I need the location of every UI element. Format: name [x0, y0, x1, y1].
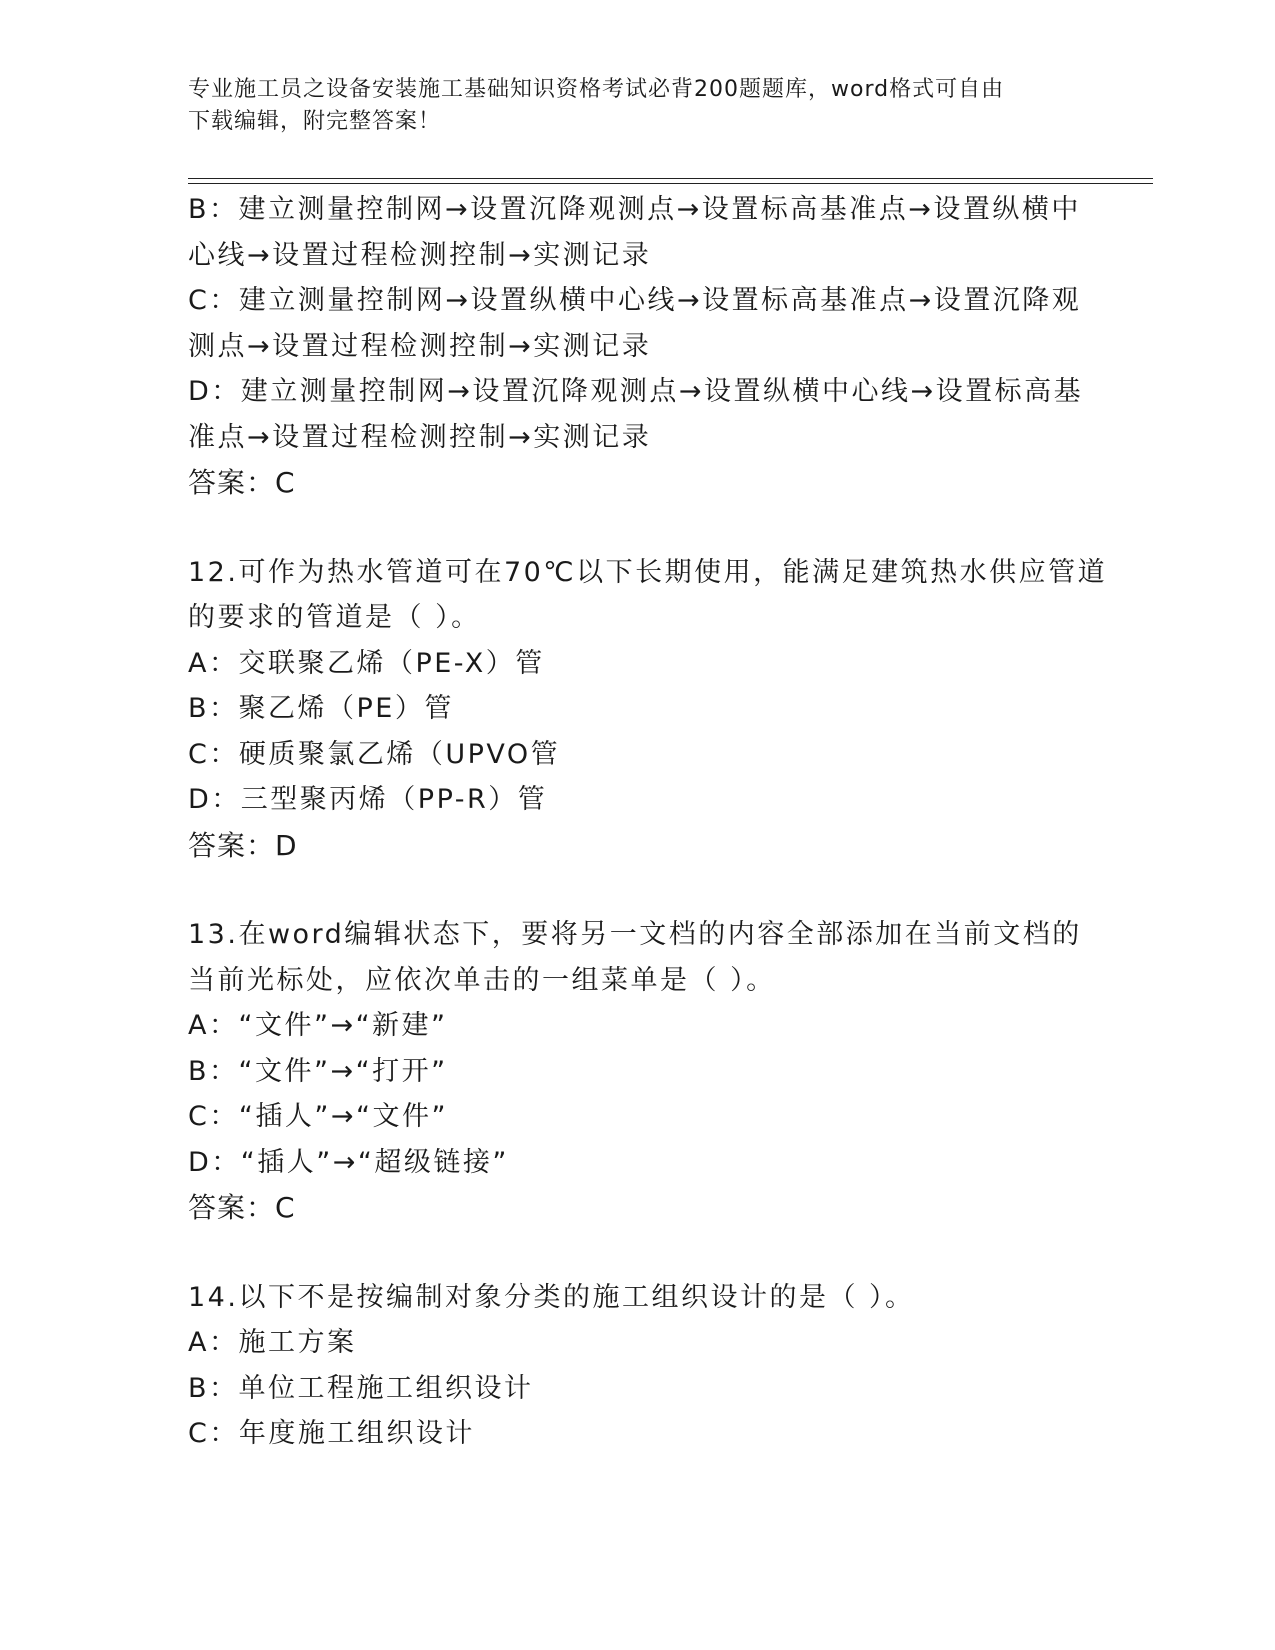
question-14 [188, 1275, 1088, 1457]
question-stem: 的要求的管道是（ ）。 [188, 602, 481, 633]
option-b: B：单位工程施工组织设计 [188, 1372, 534, 1404]
answer-line: 答案：D [188, 828, 298, 862]
option-line: C：建立测量控制网→设置纵横中心线→设置标高基准点→设置沉降观 [188, 285, 1082, 316]
option-d: D：“插人”→“超级链接” [188, 1146, 509, 1178]
option-a: A：交联聚乙烯（PE-X）管 [188, 647, 545, 679]
option-a: A：施工方案 [188, 1327, 357, 1358]
question-stem: 14.以下不是按编制对象分类的施工组织设计的是（ ）。 [188, 1281, 915, 1313]
answer-line: 答案：C [188, 1191, 296, 1224]
option-line: B：建立测量控制网→设置沉降观测点→设置标高基准点→设置纵横中 [188, 194, 1081, 225]
spacer [188, 1231, 1088, 1275]
answer-line: 答案：C [188, 466, 296, 499]
option-c: C：“插人”→“文件” [188, 1101, 448, 1132]
header-line-2: 下载编辑，附完整答案！ [188, 109, 442, 134]
document-body [188, 187, 1108, 1457]
option-c: C：年度施工组织设计 [188, 1418, 475, 1449]
option-line: 测点→设置过程检测控制→实测记录 [188, 330, 652, 362]
option-line: D：建立测量控制网→设置沉降观测点→设置纵横中心线→设置标高基 [188, 376, 1084, 407]
question-stem: 13.在word编辑状态下，要将另一文档的内容全部添加在当前文档的 [188, 919, 1082, 950]
question-stem: 12.可作为热水管道可在70℃以下长期使用，能满足建筑热水供应管道 [188, 556, 1108, 588]
option-d: D：三型聚丙烯（PP-R）管 [188, 784, 548, 815]
spacer [188, 868, 1088, 912]
option-line: 准点→设置过程检测控制→实测记录 [188, 421, 652, 453]
option-line: 心线→设置过程检测控制→实测记录 [188, 239, 652, 271]
question-12 [188, 550, 1108, 869]
option-b: B：聚乙烯（PE）管 [188, 693, 454, 724]
header-line-1: 专业施工员之设备安装施工基础知识资格考试必背200题题库，word格式可自由 [188, 77, 1005, 102]
option-c: C：硬质聚氯乙烯（UPVO管 [188, 738, 561, 770]
question-11-tail [188, 187, 1088, 506]
question-stem: 当前光标处，应依次单击的一组菜单是（ ）。 [188, 964, 776, 996]
header-divider-top [188, 178, 1153, 179]
option-a: A：“文件”→“新建” [188, 1010, 448, 1041]
header-divider-bottom [188, 183, 1153, 184]
page-header [188, 74, 1068, 138]
question-13 [188, 912, 1088, 1231]
option-b: B：“文件”→“打开” [188, 1055, 448, 1087]
spacer [188, 506, 1088, 550]
